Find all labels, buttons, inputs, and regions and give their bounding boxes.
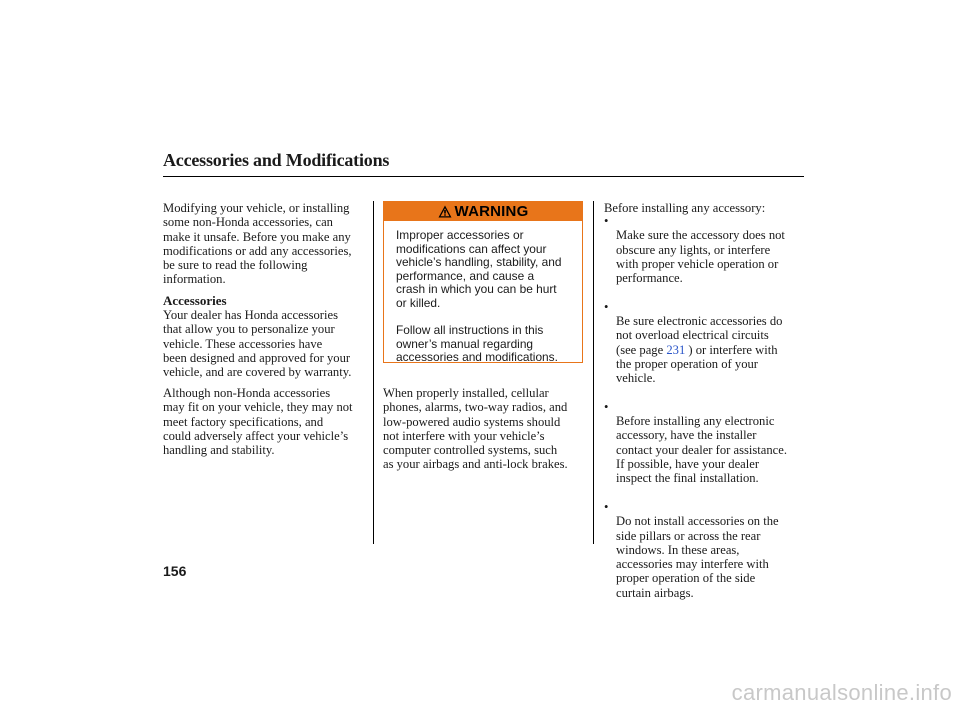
warning-box [383, 201, 583, 363]
list-item [604, 300, 814, 386]
bullet-dot: • [604, 214, 609, 228]
list-item-text: Do not install accessories on the side pillars or across the rear windows. In these areas, accessories may interfere with proper operation of the side curtain airbags. [616, 514, 779, 600]
title-rule [163, 176, 804, 177]
watermark: carmanualsonline.info [731, 680, 952, 705]
intro-paragraph: Modifying your vehicle, or installing some non-Honda accessories, can make it unsafe. Before you make any modifications or add any accessories, be sure to read the following information. [163, 201, 352, 287]
page-reference-link[interactable]: 231 [666, 342, 686, 357]
accessories-paragraph: Your dealer has Honda accessories that allow you to personalize your vehicle. These accessories have been designed and approved for your vehicle, and are covered by warranty. [163, 308, 352, 380]
warning-triangle-icon [438, 205, 452, 218]
column-divider-right [593, 201, 594, 544]
section-title: Accessories and Modifications [163, 150, 390, 170]
list-item-text: Make sure the accessory does not obscure any lights, or interfere with proper vehicle operation or performance. [616, 228, 785, 286]
column-divider-left [373, 201, 374, 544]
non-honda-paragraph: Although non-Honda accessories may fit on your vehicle, they may not meet factory specifications, and could adversely affect your vehicle’s handling and stability. [163, 386, 353, 458]
bullet-dot: • [604, 499, 609, 514]
accessory-checklist [604, 214, 814, 614]
before-installing-intro: Before installing any accessory: [604, 201, 766, 215]
bullet-dot: • [604, 399, 609, 414]
bullet-dot: • [604, 299, 609, 314]
list-item [604, 500, 814, 600]
page-number: 156 [163, 563, 187, 579]
list-item-text: ) or interfere with the proper operation of your vehicle. [616, 342, 778, 386]
list-item [604, 400, 814, 486]
warning-text: Improper accessories or modifications can affect your vehicle’s handling, stability, and performance, and cause a crash in which you can be hurt or killed. Follow all instructions in this owner’s manual regarding accessories and modifications. [396, 228, 562, 365]
warning-label: WARNING [454, 203, 529, 220]
warning-header [384, 202, 582, 221]
cellular-paragraph: When properly installed, cellular phones, alarms, two-way radios, and low-powered audio systems should not interfere with your vehicle’s computer controlled systems, such as your airbags and anti-lock brakes. [383, 386, 568, 472]
list-item-text: Before installing any electronic accessory, have the installer contact your dealer for assistance. If possible, have your dealer inspect the final installation. [616, 414, 787, 486]
list-item-text: Be sure electronic accessories do not overload electrical circuits (see page [616, 314, 783, 357]
list-item [604, 214, 814, 285]
accessories-subheading: Accessories [163, 293, 227, 308]
